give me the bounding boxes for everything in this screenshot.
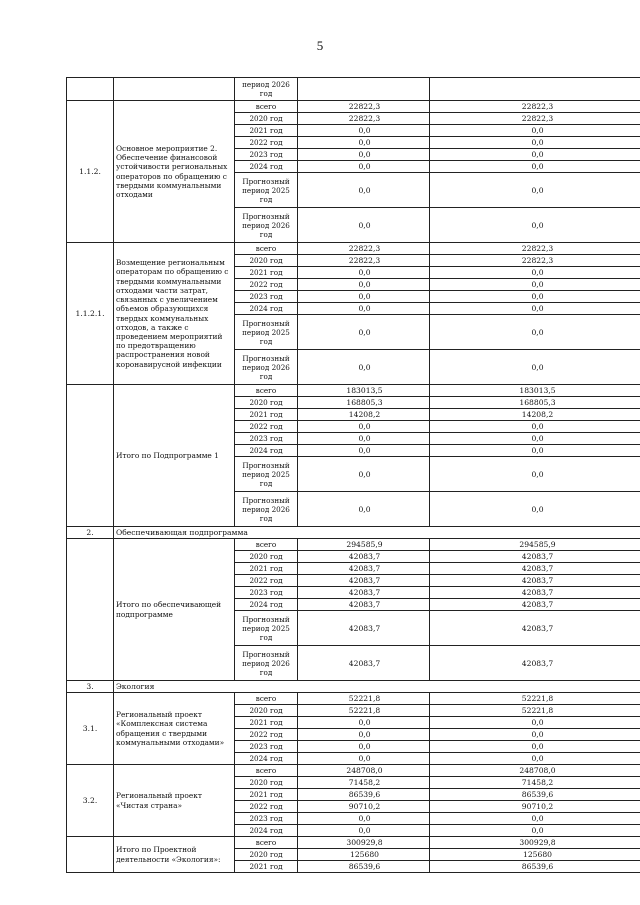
row-code <box>67 385 114 527</box>
table-row <box>67 765 640 777</box>
value-total-cell: 42083,7 <box>298 575 430 587</box>
value-total-cell: 0,0 <box>298 729 430 741</box>
value-budget-cell: 0,0 <box>430 267 640 279</box>
value-total-cell: 86539,6 <box>298 861 430 873</box>
value-budget-cell: 248708,0 <box>430 765 640 777</box>
value-budget-cell: 0,0 <box>430 137 640 149</box>
value-total-cell: 0,0 <box>298 433 430 445</box>
value-budget-cell: 22822,3 <box>430 101 640 113</box>
section-row <box>67 527 640 539</box>
value-total-cell: 294585,9 <box>298 539 430 551</box>
period-cell: 2023 год <box>235 291 298 303</box>
period-cell: 2021 год <box>235 125 298 137</box>
value-total-cell: 0,0 <box>298 161 430 173</box>
row-name <box>114 78 235 101</box>
period-cell: Прогнозный период 2026 год <box>235 646 298 681</box>
value-total-cell: 14208,2 <box>298 409 430 421</box>
period-cell: 2024 год <box>235 161 298 173</box>
value-budget-cell: 0,0 <box>430 492 640 527</box>
row-code: 3.2. <box>67 765 114 837</box>
period-cell: Прогнозный период 2025 год <box>235 315 298 350</box>
row-name: Итого по Проектной деятельности «Экология»: <box>114 837 235 873</box>
value-total-cell: 183013,5 <box>298 385 430 397</box>
value-total-cell: 42083,7 <box>298 587 430 599</box>
period-cell: Прогнозный период 2026 год <box>235 492 298 527</box>
value-budget-cell: 42083,7 <box>430 587 640 599</box>
period-cell: 2024 год <box>235 825 298 837</box>
value-budget-cell: 52221,8 <box>430 705 640 717</box>
value-total-cell: 22822,3 <box>298 113 430 125</box>
row-code: 1.1.2. <box>67 101 114 243</box>
period-cell: всего <box>235 837 298 849</box>
table-row <box>67 539 640 551</box>
period-cell: 2022 год <box>235 575 298 587</box>
value-budget-cell: 0,0 <box>430 825 640 837</box>
period-cell: Прогнозный период 2025 год <box>235 611 298 646</box>
value-total-cell: 0,0 <box>298 717 430 729</box>
value-total-cell: 0,0 <box>298 492 430 527</box>
section-title: Экология <box>114 681 640 693</box>
value-budget-cell: 22822,3 <box>430 255 640 267</box>
value-total-cell: 0,0 <box>298 825 430 837</box>
table-row <box>67 693 640 705</box>
period-cell: всего <box>235 243 298 255</box>
value-total-cell: 168805,3 <box>298 397 430 409</box>
value-budget-cell: 0,0 <box>430 421 640 433</box>
period-cell: 2021 год <box>235 789 298 801</box>
table-row <box>67 78 640 101</box>
value-budget-cell: 168805,3 <box>430 397 640 409</box>
value-total-cell <box>298 78 430 101</box>
period-cell: всего <box>235 765 298 777</box>
value-budget-cell: 0,0 <box>430 741 640 753</box>
period-cell: всего <box>235 693 298 705</box>
value-total-cell: 0,0 <box>298 350 430 385</box>
value-total-cell: 22822,3 <box>298 255 430 267</box>
period-cell: 2021 год <box>235 409 298 421</box>
value-budget-cell: 42083,7 <box>430 646 640 681</box>
period-cell: Прогнозный период 2026 год <box>235 208 298 243</box>
row-code <box>67 539 114 681</box>
value-budget-cell: 42083,7 <box>430 551 640 563</box>
period-cell: 2023 год <box>235 813 298 825</box>
period-cell: 2024 год <box>235 303 298 315</box>
period-cell: 2023 год <box>235 149 298 161</box>
value-total-cell: 0,0 <box>298 813 430 825</box>
period-cell: 2022 год <box>235 729 298 741</box>
value-total-cell: 22822,3 <box>298 101 430 113</box>
value-total-cell: 22822,3 <box>298 243 430 255</box>
period-cell: 2022 год <box>235 137 298 149</box>
value-budget-cell: 0,0 <box>430 350 640 385</box>
row-name: Итого по Подпрограмме 1 <box>114 385 235 527</box>
value-total-cell: 42083,7 <box>298 646 430 681</box>
value-budget-cell: 0,0 <box>430 457 640 492</box>
row-code: 3.1. <box>67 693 114 765</box>
value-budget-cell: 0,0 <box>430 315 640 350</box>
value-budget-cell: 52221,8 <box>430 693 640 705</box>
page-number: 5 <box>316 38 324 53</box>
value-total-cell: 52221,8 <box>298 693 430 705</box>
period-cell: 2024 год <box>235 753 298 765</box>
row-code <box>67 78 114 101</box>
row-name: Региональный проект «Комплексная система обращения с твердыми коммунальными отходами» <box>114 693 235 765</box>
period-cell: 2020 год <box>235 113 298 125</box>
value-budget-cell: 294585,9 <box>430 539 640 551</box>
period-cell: 2022 год <box>235 421 298 433</box>
row-code: 2. <box>67 527 114 539</box>
period-cell: 2021 год <box>235 563 298 575</box>
period-cell: период 2026 год <box>235 78 298 101</box>
value-budget-cell: 0,0 <box>430 279 640 291</box>
value-total-cell: 90710,2 <box>298 801 430 813</box>
row-name: Основное мероприятие 2. Обеспечение финансовой устойчивости региональных операторов по обращению с твердыми коммунальными отходами <box>114 101 235 243</box>
value-total-cell: 0,0 <box>298 753 430 765</box>
value-budget-cell: 0,0 <box>430 125 640 137</box>
value-total-cell: 0,0 <box>298 173 430 208</box>
value-budget-cell: 0,0 <box>430 813 640 825</box>
value-budget-cell: 0,0 <box>430 433 640 445</box>
row-name: Региональный проект «Чистая страна» <box>114 765 235 837</box>
row-name: Итого по обеспечивающей подпрограмме <box>114 539 235 681</box>
value-total-cell: 42083,7 <box>298 599 430 611</box>
value-budget-cell: 42083,7 <box>430 611 640 646</box>
value-total-cell: 42083,7 <box>298 551 430 563</box>
period-cell: 2023 год <box>235 741 298 753</box>
value-budget-cell: 14208,2 <box>430 409 640 421</box>
value-budget-cell: 0,0 <box>430 208 640 243</box>
period-cell: 2021 год <box>235 861 298 873</box>
value-budget-cell: 0,0 <box>430 303 640 315</box>
value-budget-cell: 71458,2 <box>430 777 640 789</box>
value-budget-cell: 0,0 <box>430 717 640 729</box>
value-budget-cell: 42083,7 <box>430 599 640 611</box>
value-budget-cell: 22822,3 <box>430 113 640 125</box>
period-cell: 2022 год <box>235 801 298 813</box>
table-row <box>67 837 640 849</box>
period-cell: всего <box>235 539 298 551</box>
value-budget-cell: 0,0 <box>430 445 640 457</box>
period-cell: Прогнозный период 2025 год <box>235 457 298 492</box>
table-row <box>67 385 640 397</box>
period-cell: 2020 год <box>235 397 298 409</box>
value-total-cell: 0,0 <box>298 457 430 492</box>
value-total-cell: 42083,7 <box>298 563 430 575</box>
table-row <box>67 101 640 113</box>
value-total-cell: 0,0 <box>298 303 430 315</box>
value-total-cell: 0,0 <box>298 741 430 753</box>
period-cell: 2023 год <box>235 433 298 445</box>
value-budget-cell: 86539,6 <box>430 789 640 801</box>
value-budget-cell <box>430 78 640 101</box>
period-cell: 2024 год <box>235 445 298 457</box>
value-total-cell: 42083,7 <box>298 611 430 646</box>
value-total-cell: 0,0 <box>298 125 430 137</box>
value-total-cell: 0,0 <box>298 137 430 149</box>
period-cell: всего <box>235 385 298 397</box>
value-total-cell: 0,0 <box>298 445 430 457</box>
period-cell: 2020 год <box>235 705 298 717</box>
period-cell: 2020 год <box>235 777 298 789</box>
section-title: Обеспечивающая подпрограмма <box>114 527 640 539</box>
value-total-cell: 300929,8 <box>298 837 430 849</box>
row-code <box>67 837 114 873</box>
value-budget-cell: 0,0 <box>430 149 640 161</box>
value-total-cell: 125680 <box>298 849 430 861</box>
value-total-cell: 0,0 <box>298 149 430 161</box>
value-total-cell: 86539,6 <box>298 789 430 801</box>
value-budget-cell: 86539,6 <box>430 861 640 873</box>
period-cell: 2024 год <box>235 599 298 611</box>
budget-table <box>66 77 640 873</box>
period-cell: 2022 год <box>235 279 298 291</box>
value-total-cell: 71458,2 <box>298 777 430 789</box>
value-total-cell: 0,0 <box>298 421 430 433</box>
value-total-cell: 52221,8 <box>298 705 430 717</box>
value-total-cell: 0,0 <box>298 291 430 303</box>
value-budget-cell: 300929,8 <box>430 837 640 849</box>
period-cell: 2020 год <box>235 551 298 563</box>
value-budget-cell: 0,0 <box>430 173 640 208</box>
value-budget-cell: 125680 <box>430 849 640 861</box>
value-budget-cell: 42083,7 <box>430 575 640 587</box>
value-total-cell: 248708,0 <box>298 765 430 777</box>
row-name: Возмещение региональным операторам по обращению с твердыми коммунальными отходами части затрат, связанных с увеличением объемов образующихся твердых коммунальных отходов, а также с проведением мероприятий по предотвращению распространения новой коронавирусной инфекции <box>114 243 235 385</box>
value-total-cell: 0,0 <box>298 267 430 279</box>
value-total-cell: 0,0 <box>298 279 430 291</box>
period-cell: 2021 год <box>235 267 298 279</box>
value-budget-cell: 90710,2 <box>430 801 640 813</box>
period-cell: Прогнозный период 2025 год <box>235 173 298 208</box>
value-budget-cell: 0,0 <box>430 161 640 173</box>
value-budget-cell: 22822,3 <box>430 243 640 255</box>
value-budget-cell: 0,0 <box>430 729 640 741</box>
period-cell: 2020 год <box>235 255 298 267</box>
table-row <box>67 243 640 255</box>
value-total-cell: 0,0 <box>298 315 430 350</box>
value-total-cell: 0,0 <box>298 208 430 243</box>
section-row <box>67 681 640 693</box>
period-cell: Прогнозный период 2026 год <box>235 350 298 385</box>
period-cell: 2020 год <box>235 849 298 861</box>
value-budget-cell: 0,0 <box>430 291 640 303</box>
value-budget-cell: 183013,5 <box>430 385 640 397</box>
value-budget-cell: 42083,7 <box>430 563 640 575</box>
period-cell: 2023 год <box>235 587 298 599</box>
period-cell: 2021 год <box>235 717 298 729</box>
period-cell: всего <box>235 101 298 113</box>
row-code: 1.1.2.1. <box>67 243 114 385</box>
row-code: 3. <box>67 681 114 693</box>
value-budget-cell: 0,0 <box>430 753 640 765</box>
